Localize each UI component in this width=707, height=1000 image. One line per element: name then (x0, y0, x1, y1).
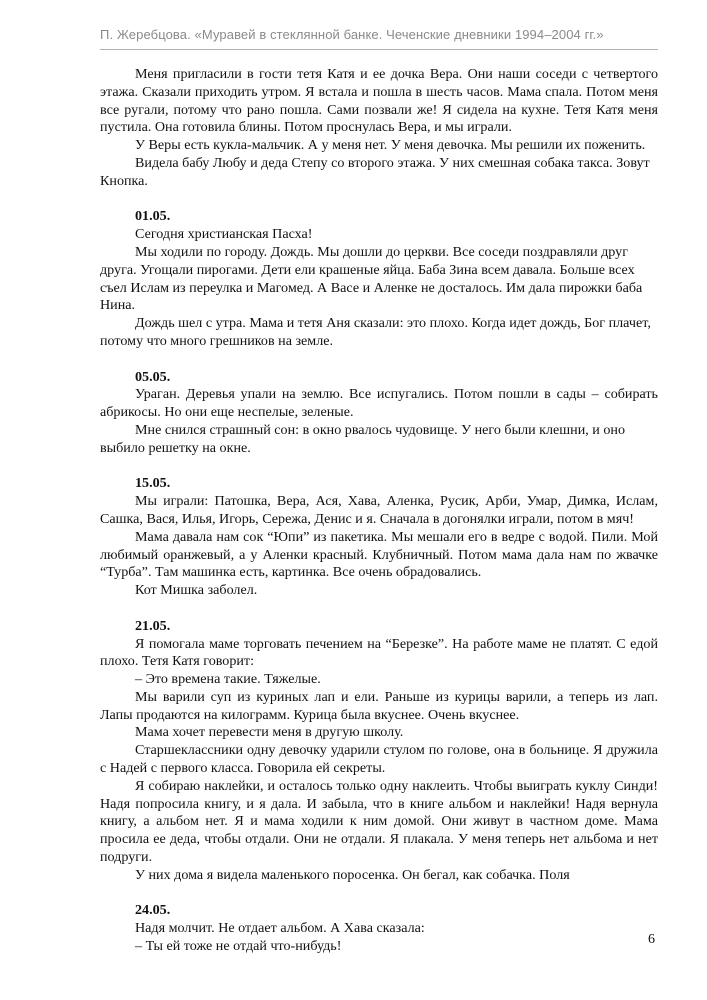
paragraph: Старшеклассники одну девочку ударили стулом по голове, она в больнице. Я дружила с Надей с первого класса. Говорила ей секреты. (100, 742, 658, 777)
paragraph: Мама давала нам сок “Юпи” из пакетика. Мы мешали его в ведре с водой. Пили. Мой любимый оранжевый, а у Аленки красный. Клубничный. Потом мама дала нам по жвачке “Турба”. Там машинка есть, картинка. Все очень обрадовались. (100, 528, 658, 581)
header-rule (100, 49, 658, 50)
paragraph: Мама хочет перевести меня в другую школу. (135, 724, 404, 741)
running-header: П. Жеребцова. «Муравей в стеклянной банке. Чеченские дневники 1994–2004 гг.» (100, 27, 604, 42)
paragraph: Мы играли: Патошка, Вера, Ася, Хава, Аленка, Русик, Арби, Умар, Димка, Ислам, Сашка, Вася, Илья, Игорь, Сережа, Денис и я. Сначала в догонялки играли, потом в мяч! (100, 493, 658, 527)
paragraph: Я собираю наклейки, и осталось только одну наклеить. Чтобы выиграть куклу Синди! Надя попросила книгу, и я дала. И забыла, что в книге альбом и наклейки! Надя вернула книгу, а альбом нет. Я и мама ходили к ним домой. Они живут в частном доме. Мама просила ее деда, чтобы отдали. Они не отдали. Я плакала. У меня теперь нет альбома и нет подруги. (100, 777, 658, 866)
paragraph: Мы варили суп из куриных лап и ели. Раньше из курицы варили, а теперь из лап. Лапы продаются на килограмм. Курица была вкуснее. Очень вкуснее. (100, 688, 658, 723)
paragraph: Меня пригласили в гости тетя Катя и ее дочка Вера. Они наши соседи с четвертого этажа. Сказали приходить утром. Я встала и пошла в шесть часов. Мама спала. Потом меня все ругали, потому что рано пошла. Сами позвали же! Я сидела на кухне. Тетя Катя меня пустила. Она готовила блины. Потом проснулась Вера, и мы играли. (100, 66, 658, 136)
paragraph: Сегодня христианская Пасха! (135, 226, 313, 243)
entry-date: 15.05. (135, 475, 171, 492)
paragraph: – Ты ей тоже не отдай что-нибудь! (135, 938, 342, 955)
paragraph: У них дома я видела маленького поросенка. Он бегал, как собачка. Поля (135, 866, 570, 883)
entry-date: 24.05. (135, 902, 171, 919)
paragraph: Я помогала маме торговать печением на “Березке”. На работе маме не платят. С едой плохо. Тетя Катя говорит: (100, 635, 658, 670)
paragraph: Кот Мишка заболел. (135, 582, 258, 599)
paragraph: Мы ходили по городу. Дождь. Мы дошли до церкви. Все соседи поздравляли друг друга. Угощали пирогами. Дети ели крашеные яйца. Баба Зина всем давала. Больше всех съел Ислам из переулка и Магомед. А Васе и Аленке не досталось. Им дала пирожки баба Нина. (100, 243, 643, 314)
paragraph: Дождь шел с утра. Мама и тетя Аня сказали: это плохо. Когда идет дождь, Бог плачет, потому что много грешников на земле. (100, 315, 651, 349)
diary-body (100, 66, 658, 956)
paragraph: Надя молчит. Не отдает альбом. А Хава сказала: (135, 920, 425, 937)
paragraph: Ураган. Деревья упали на землю. Все испугались. Потом пошли в сады – собирать абрикосы. Но они еще неспелые, зеленые. (100, 386, 658, 421)
paragraph: Мне снился страшный сон: в окно рвалось чудовище. У него были клешни, и оно выбило решетку на окне. (100, 421, 625, 456)
entry-date: 05.05. (135, 368, 171, 385)
entry-date: 01.05. (135, 208, 171, 225)
entry-date: 21.05. (135, 617, 171, 634)
paragraph: Видела бабу Любу и деда Степу со второго этажа. У них смешная собака такса. Зовут Кнопка. (100, 154, 650, 189)
paragraph: – Это времена такие. Тяжелые. (135, 671, 321, 688)
paragraph: У Веры есть кукла-мальчик. А у меня нет. У меня девочка. Мы решили их поженить. (135, 137, 646, 154)
page-number: 6 (648, 932, 655, 947)
